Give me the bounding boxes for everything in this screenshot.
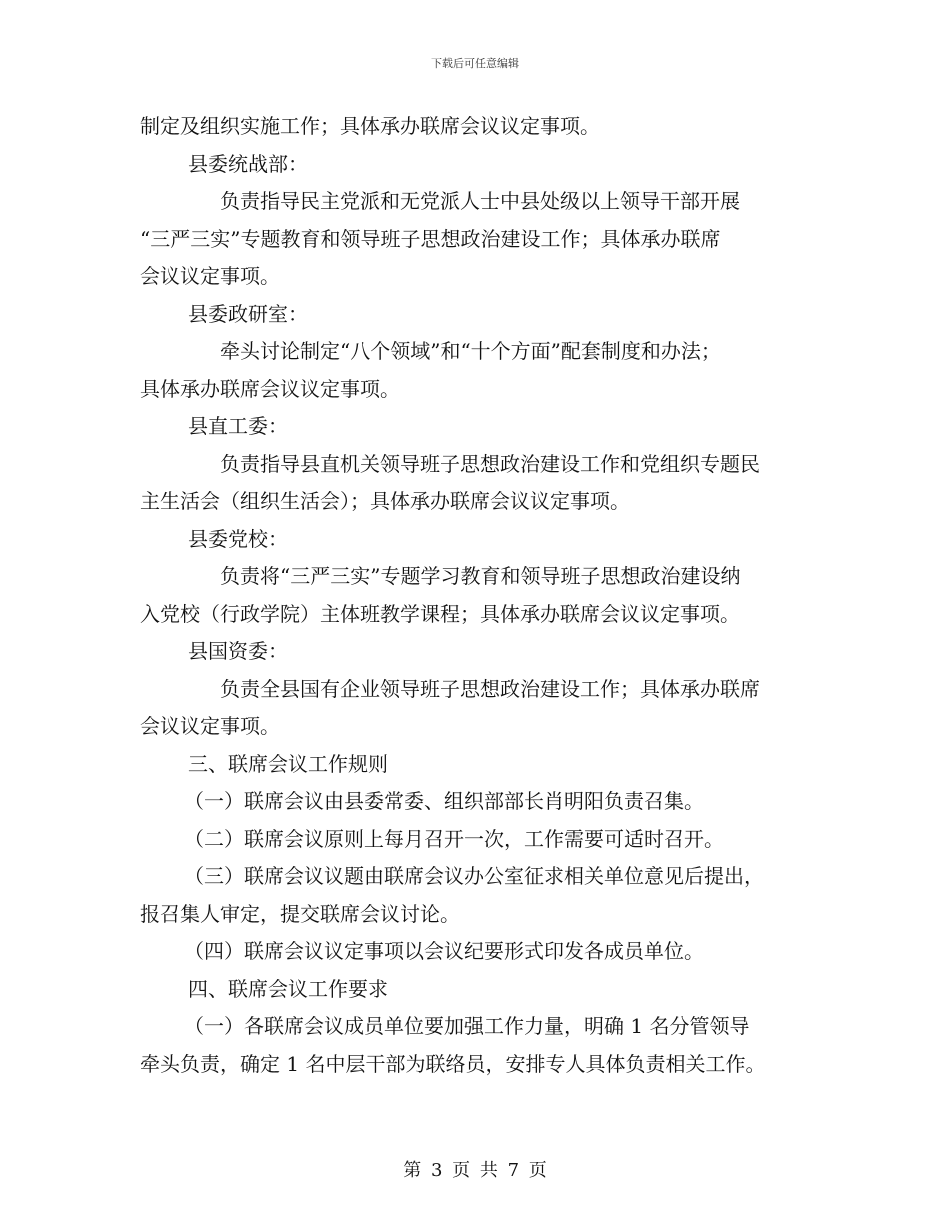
body-line: 主生活会（组织生活会）；具体承办联席会议议定事项。 xyxy=(140,489,630,513)
section-heading: 县直工委： xyxy=(188,414,288,438)
section-heading: 县委党校： xyxy=(188,526,288,551)
body-line: 负责指导民主党派和无党派人士中县处级以上领导干部开展 xyxy=(220,189,740,213)
body-line: 牵头负责，确定 1 名中层干部为联络员，安排专人具体负责相关工作。 xyxy=(140,1051,766,1076)
body-line: 报召集人审定，提交联席会议讨论。 xyxy=(140,901,460,926)
body-line: 牵头讨论制定“八个领域”和“十个方面”配套制度和办法； xyxy=(220,339,721,363)
body-line: 负责指导县直机关领导班子思想政治建设工作和党组织专题民 xyxy=(220,451,760,476)
body-line: 制定及组织实施工作；具体承办联席会议议定事项。 xyxy=(140,114,600,138)
body-line: 会议议定事项。 xyxy=(140,264,280,288)
rule-item: （一）各联席会议成员单位要加强工作力量，明确 1 名分管领导 xyxy=(184,1014,750,1038)
document-body xyxy=(140,108,810,1083)
section-heading: 县委政研室： xyxy=(188,301,308,326)
body-line: 会议议定事项。 xyxy=(140,714,280,738)
body-line: 负责全县国有企业领导班子思想政治建设工作；具体承办联席 xyxy=(220,676,760,701)
rule-item: （三）联席会议议题由联席会议办公室征求相关单位意见后提出， xyxy=(184,864,764,888)
body-line: 入党校（行政学院）主体班教学课程；具体承办联席会议议定事项。 xyxy=(140,601,740,626)
body-line: 具体承办联席会议议定事项。 xyxy=(140,376,400,401)
body-line: “三严三实”专题教育和领导班子思想政治建设工作；具体承办联席 xyxy=(140,226,721,251)
rule-item: （一）联席会议由县委常委、组织部部长肖明阳负责召集。 xyxy=(184,789,704,813)
section-heading: 三、联席会议工作规则 xyxy=(188,751,388,776)
section-heading: 四、联席会议工作要求 xyxy=(188,976,388,1001)
page-number-footer: 第 3 页 共 7 页 xyxy=(403,1160,547,1181)
body-line: 负责将“三严三实”专题学习教育和领导班子思想政治建设纳 xyxy=(220,564,741,588)
section-heading: 县委统战部： xyxy=(188,151,308,176)
section-heading: 县国资委： xyxy=(188,639,288,663)
rule-item: （四）联席会议议定事项以会议纪要形式印发各成员单位。 xyxy=(184,939,704,963)
rule-item: （二）联席会议原则上每月召开一次，工作需要可适时召开。 xyxy=(184,826,724,851)
page-header-note: 下载后可任意编辑 xyxy=(431,57,519,70)
